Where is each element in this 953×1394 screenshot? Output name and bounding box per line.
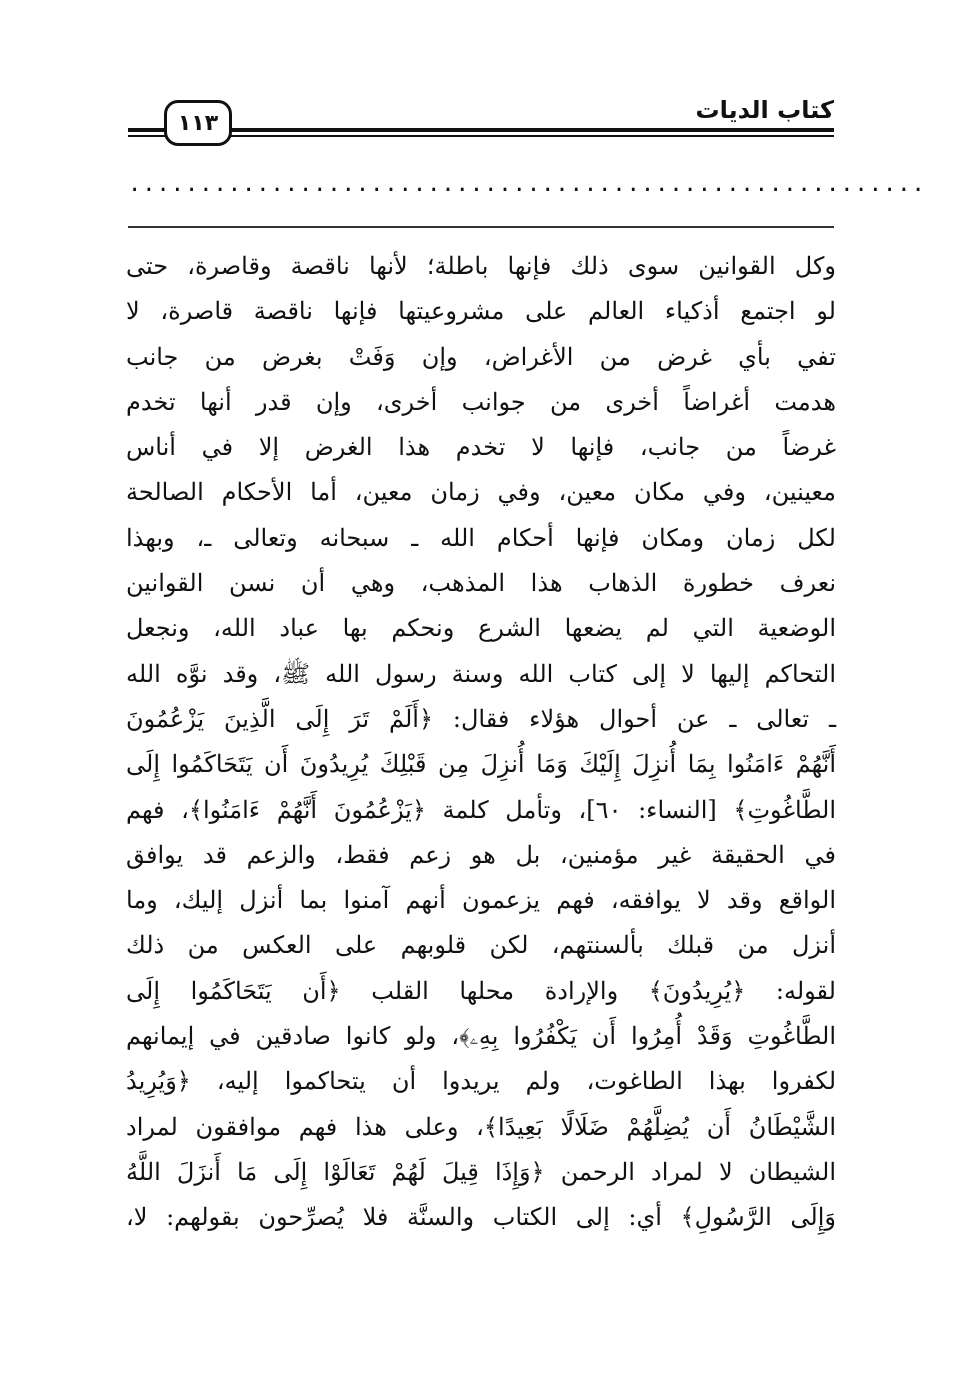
text-line: ـ تعالى ـ عن أحوال هؤلاء فقال: ﴿أَلَمْ تَرَ إِلَى الَّذِينَ يَزْعُمُونَ: [126, 704, 836, 733]
header-rule-thick: [128, 128, 834, 132]
text-line: الشيطان لا لمراد الرحمن ﴿وَإِذَا قِيلَ لَهُمْ تَعَالَوْا إِلَى مَا أَنزَلَ اللَّهُ: [126, 1157, 836, 1186]
header-rule-thin: [128, 135, 834, 137]
text-line: أنزل من قبلك بألسنتهم، لكن قلوبهم على العكس من ذلك: [126, 931, 837, 960]
page-header: [128, 92, 834, 150]
text-line: أَنَّهُمْ ءَامَنُوا بِمَا أُنزِلَ إِلَيْكَ وَمَا أُنزِلَ مِن قَبْلِكَ يُرِيدُونَ أَن يَتَحَاكَمُوا إِلَى: [126, 750, 836, 779]
ellipsis-dots: ........................................................: [128, 172, 926, 197]
body-text: [126, 244, 836, 1241]
text-line: هدمت أغراضاً أخرى من جوانب أخرى، وإن قدر أنها تخدم: [126, 387, 836, 416]
text-line: وَإِلَى الرَّسُولِ﴾ أي: إلى الكتاب والسنَّة فلا يُصرِّحون بقولهم: لا،: [126, 1203, 836, 1232]
text-line: الشَّيْطَانُ أَن يُضِلَّهُمْ ضَلَالًا بَعِيدًا﴾، وعلى هذا فهم موافقون لمراد: [126, 1112, 836, 1141]
text-line: معينين، وفي مكان معين، وفي زمان معين، أما الأحكام الصالحة: [126, 478, 836, 507]
running-title: كتاب الديات: [695, 96, 834, 124]
page-number: ١١٣: [164, 100, 232, 146]
content-separator: [128, 226, 834, 228]
text-line: نعرف خطورة الذهاب هذا المذهب، وهي أن نسن القوانين: [126, 569, 836, 598]
text-line: تفي بأي غرض من الأغراض، وإن وَفَتْ بغرض من جانب: [126, 342, 836, 371]
text-line: في الحقيقة غير مؤمنين، بل هو زعم فقط، والزعم قد يوافق: [126, 840, 836, 869]
text-line: التحاكم إليها لا إلى كتاب الله وسنة رسول الله ﷺ، وقد نوَّه الله: [126, 659, 836, 688]
text-line: لكفروا بهذا الطاغوت، ولم يريدوا أن يتحاكموا إليه، ﴿وَيُرِيدُ: [126, 1067, 836, 1096]
text-line: لو اجتمع أذكياء العالم على مشروعيتها فإنها ناقصة قاصرة، لا: [126, 297, 836, 326]
text-line: لقوله: ﴿يُرِيدُونَ﴾ والإرادة محلها القلب ﴿أَن يَتَحَاكَمُوا إِلَى: [126, 976, 836, 1005]
text-line: الوضعية التي لم يضعها الشرع ونحكم بها عباد الله، ونجعل: [126, 614, 836, 643]
text-line: وكل القوانين سوى ذلك فإنها باطلة؛ لأنها ناقصة وقاصرة، حتى: [126, 252, 836, 280]
text-line: الواقع وقد لا يوافقه، فهم يزعمون أنهم آمنوا بما أنزل إليك، وما: [126, 886, 836, 915]
text-line: الطَّاغُوتِ وَقَدْ أُمِرُوا أَن يَكْفُرُوا بِهِۦ﴾، ولو كانوا صادقين في إيمانهم: [126, 1022, 836, 1051]
text-line: الطَّاغُوتِ﴾ [النساء: ٦٠]، وتأمل كلمة ﴿يَزْعُمُونَ أَنَّهُمْ ءَامَنُوا﴾، فهم: [126, 795, 836, 824]
text-line: غرضاً من جانب، فإنها لا تخدم هذا الغرض إلا في أناس: [126, 433, 836, 462]
text-line: لكل زمان ومكان فإنها أحكام الله ـ سبحانه وتعالى ـ، وبهذا: [126, 523, 836, 552]
